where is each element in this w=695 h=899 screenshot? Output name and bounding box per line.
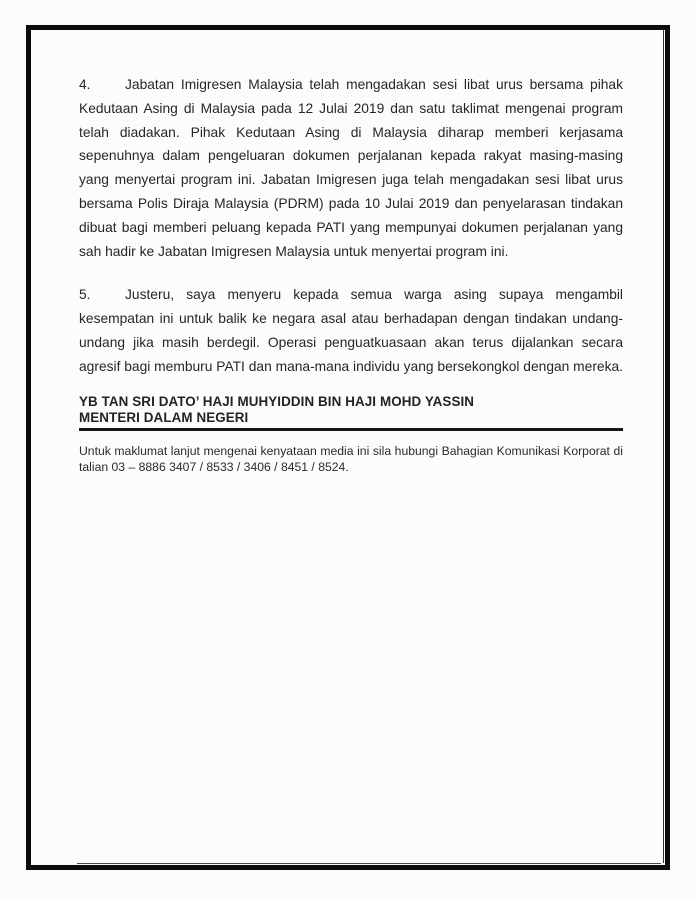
contact-note: Untuk maklumat lanjut mengenai kenyataan media ini sila hubungi Bahagian Komunikasi Korporat di talian 03 – 8886 3407 / 8533 / 3406 / 8451 / 8524. bbox=[79, 443, 623, 475]
paragraph-4-text: Jabatan Imigresen Malaysia telah mengadakan sesi libat urus bersama pihak Kedutaan Asing di Malaysia pada 12 Julai 2019 dan satu taklimat mengenai program telah diadakan. Pihak Kedutaan Asing di Malaysia diharap memberi kerjasama sepenuhnya dalam pengeluaran dokumen perjalanan kepada rakyat masing-masing yang menyertai program ini. Jabatan Imigresen juga telah mengadakan sesi libat urus bersama Polis Diraja Malaysia (PDRM) pada 10 Julai 2019 dan penyelarasan tindakan dibuat bagi memberi peluang kepada PATI yang mempunyai dokumen perjalanan yang sah hadir ke Jabatan Imigresen Malaysia untuk menyertai program ini. bbox=[79, 77, 623, 259]
paragraph-5 bbox=[79, 283, 623, 378]
document-content bbox=[31, 30, 665, 865]
paragraph-5-number: 5. bbox=[79, 287, 91, 303]
signatory-title: MENTERI DALAM NEGERI bbox=[79, 410, 249, 426]
paragraph-4 bbox=[79, 73, 623, 263]
signatory-name: YB TAN SRI DATO’ HAJI MUHYIDDIN BIN HAJI MOHD YASSIN bbox=[79, 393, 475, 409]
paragraph-4-number: 4. bbox=[79, 77, 91, 92]
signature-block bbox=[79, 394, 623, 431]
document-page bbox=[26, 25, 670, 870]
paragraph-5-text: Justeru, saya menyeru kepada semua warga asing supaya mengambil kesempatan ini untuk balik ke negara asal atau berhadapan dengan tindakan undang-undang jika masih berdegil. Operasi penguatkuasaan akan terus dijalankan secara agresif bagi memburu PATI dan mana-mana individu yang bersekongkol dengan mereka. bbox=[79, 287, 624, 374]
